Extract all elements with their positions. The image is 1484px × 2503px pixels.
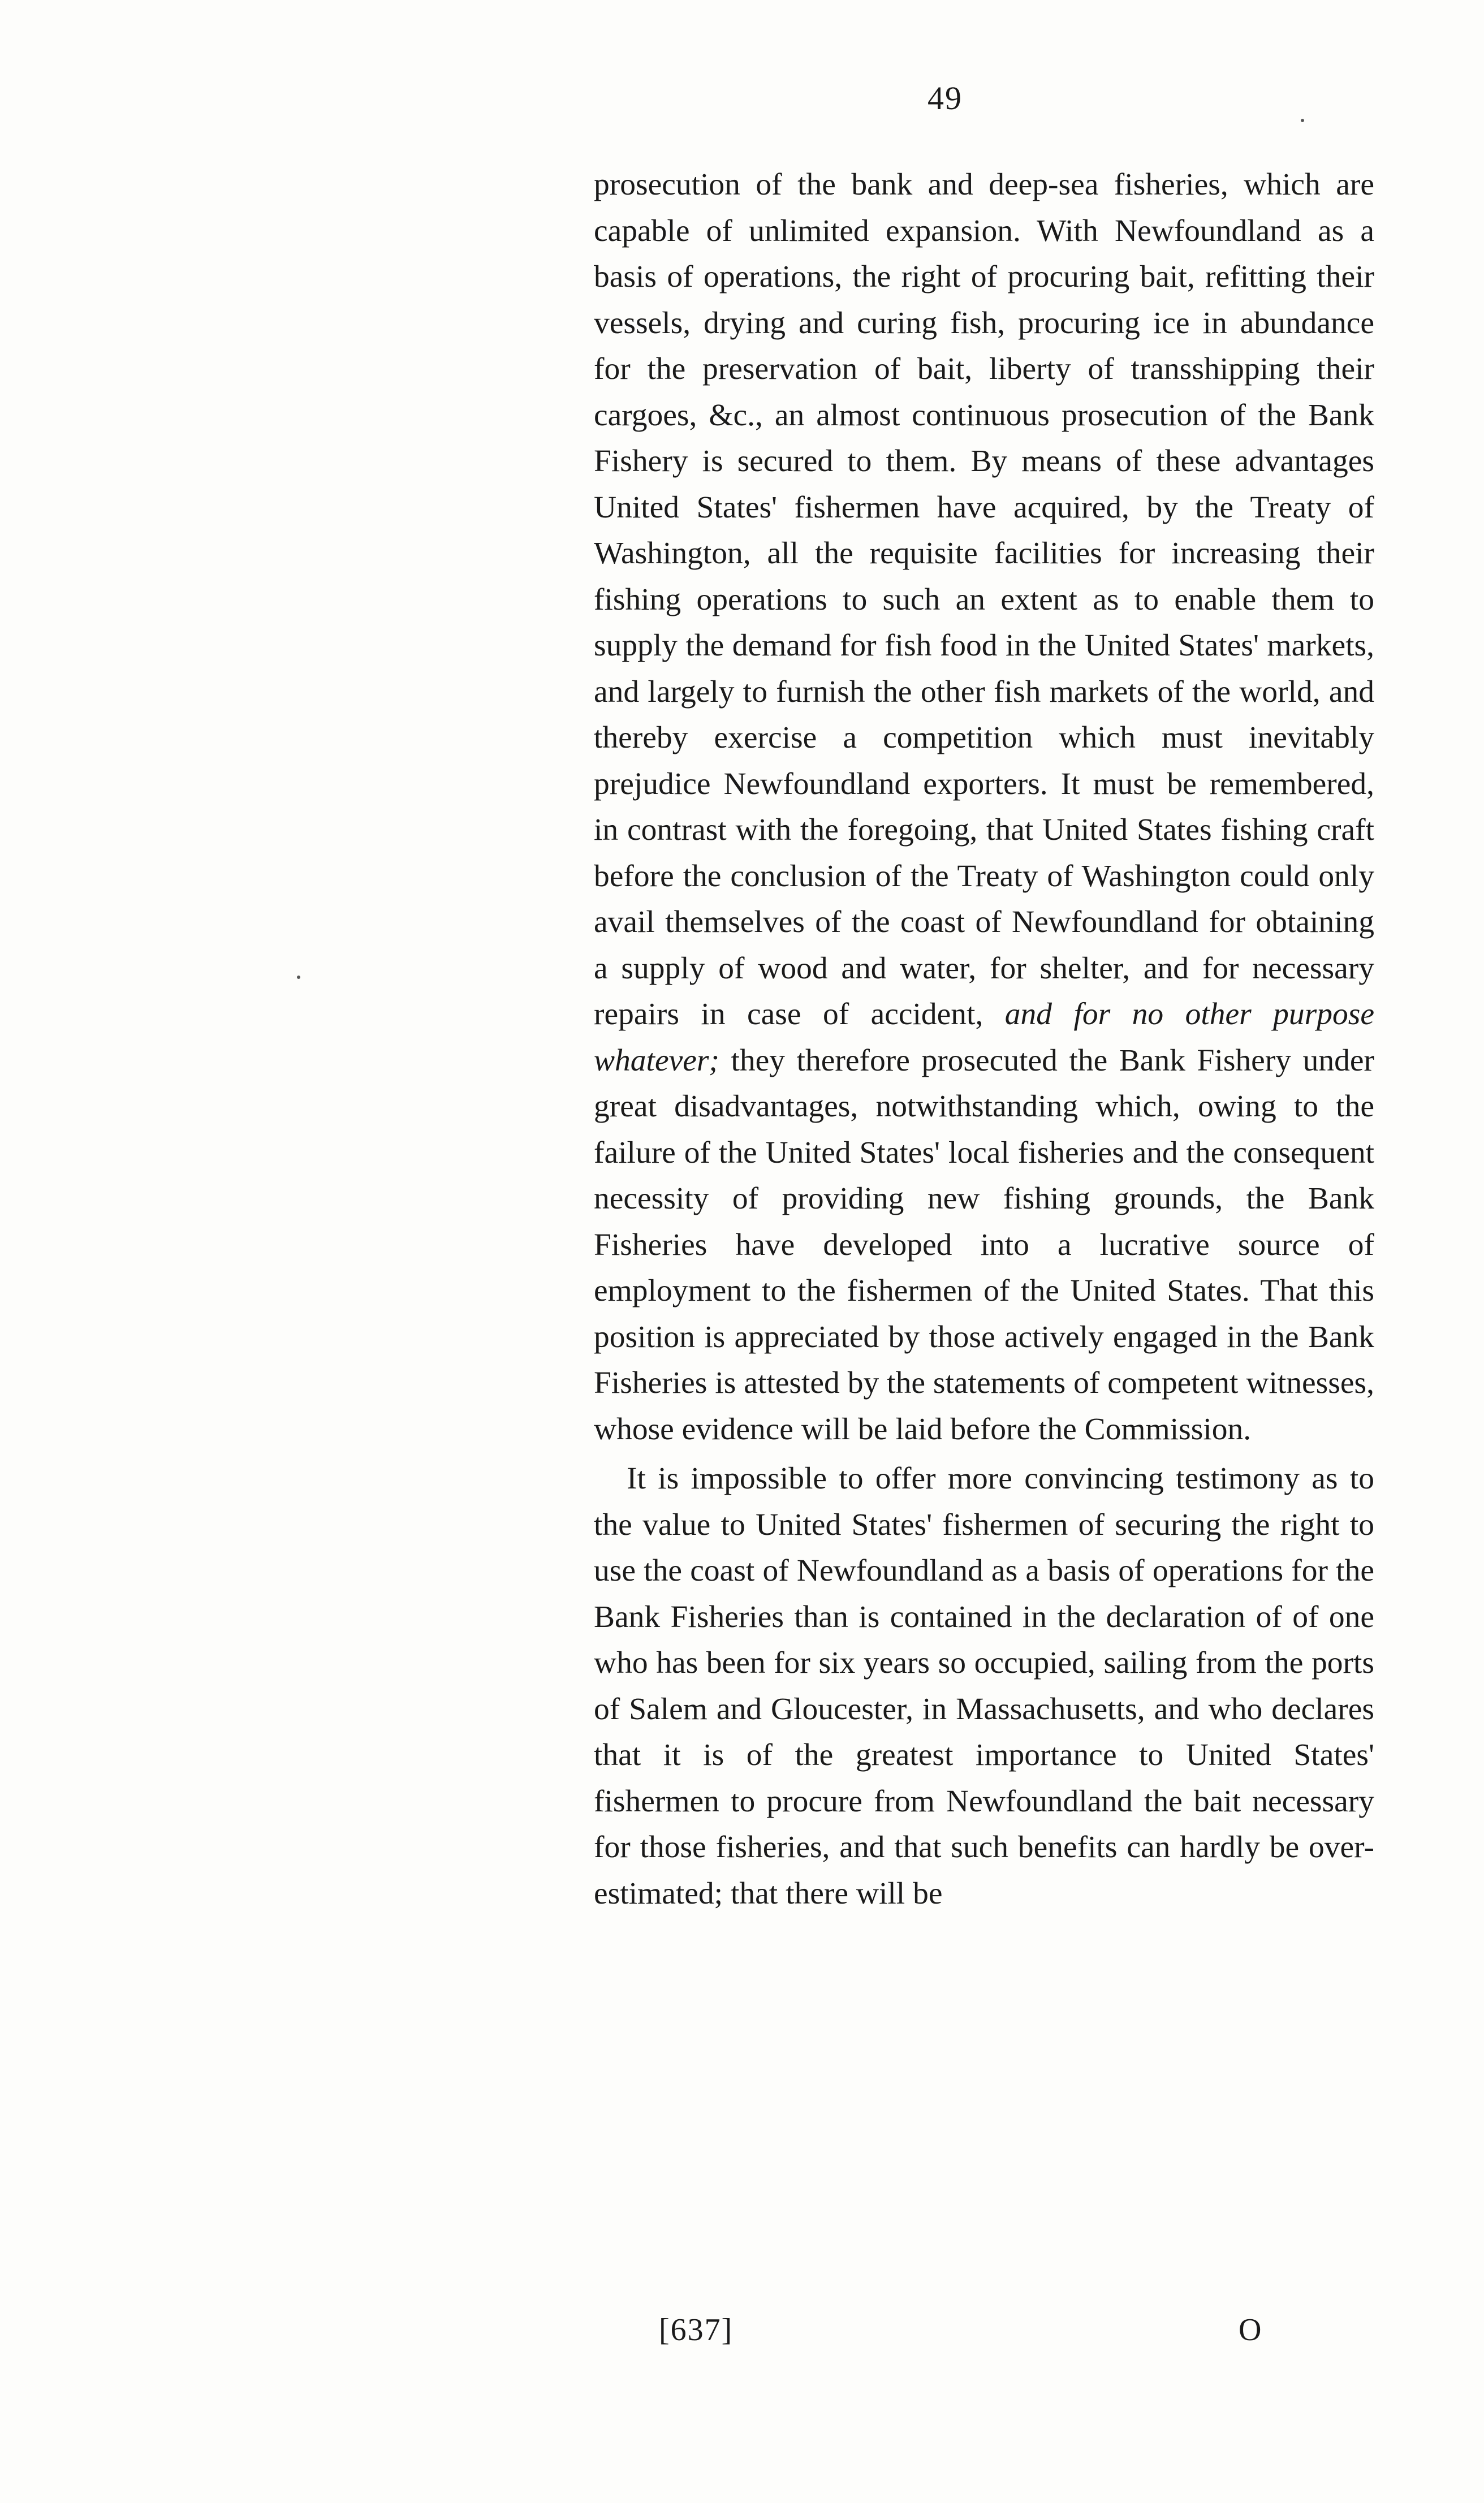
- paragraph-1: [594, 162, 1374, 1452]
- paragraph-1-part-1: prosecution of the bank and deep-sea fisheries, which are capable of unlimited expansion. With Newfoundland as a basis of operations, the right of procuring bait, refitting their vessels, drying and curing fish, procuring ice in abundance for the preservation of bait, liberty of transshipping their cargoes, &c., an almost continuous prosecution of the Bank Fishery is secured to them. By means of these advantages United States' fishermen have acquired, by the Treaty of Washington, all the requisite facilities for increasing their fishing operations to such an extent as to enable them to supply the demand for fish food in the United States' markets, and largely to furnish the other fish markets of the world, and thereby exercise a competition which must inevitably prejudice Newfoundland exporters. It must be remembered, in contrast with the foregoing, that United States fishing craft before the conclusion of the Treaty of Washington could only avail themselves of the coast of Newfoundland for obtaining a supply of wood and water, for shelter, and for necessary repairs in case of accident,: [594, 167, 1374, 1032]
- paragraph-2: [594, 1456, 1374, 1917]
- paragraph-2-part-1: It is impossible to offer more convincing testimony as to the value to United States' fishermen of securing the right to use the coast of Newfoundland as a basis of operations for the Bank Fisheries than is contained in the declaration of of one who has been for six years so occupied, sailing from the ports of Salem and Gloucester, in Massachusetts, and who declares that it is of the greatest importance to United States' fishermen to procure from Newfoundland the bait necessary for those fisheries, and that such benefits can hardly be over-estimated; that there will be: [594, 1461, 1374, 1911]
- scan-speck: [297, 976, 300, 979]
- scan-speck: [1301, 119, 1304, 122]
- text-column: [594, 162, 1374, 1917]
- page-number: 49: [928, 80, 963, 116]
- paragraph-1-part-3: they therefore prosecuted the Bank Fishery under great disadvantages, notwithstanding which, owing to the failure of the United States' local fisheries and the consequent necessity of providing new fishing grounds, the Bank Fisheries have developed into a lucrative source of employment to the fishermen of the United States. That this position is appreciated by those actively engaged in the Bank Fisheries is attested by the statements of competent witnesses, whose evidence will be laid before the Commission.: [594, 1043, 1374, 1447]
- paragraph-1-italic-phrase: and for no other purpose whatever;: [594, 997, 1375, 1078]
- signature-letter: O: [1239, 2312, 1262, 2347]
- signature-mark: [637]: [659, 2312, 734, 2347]
